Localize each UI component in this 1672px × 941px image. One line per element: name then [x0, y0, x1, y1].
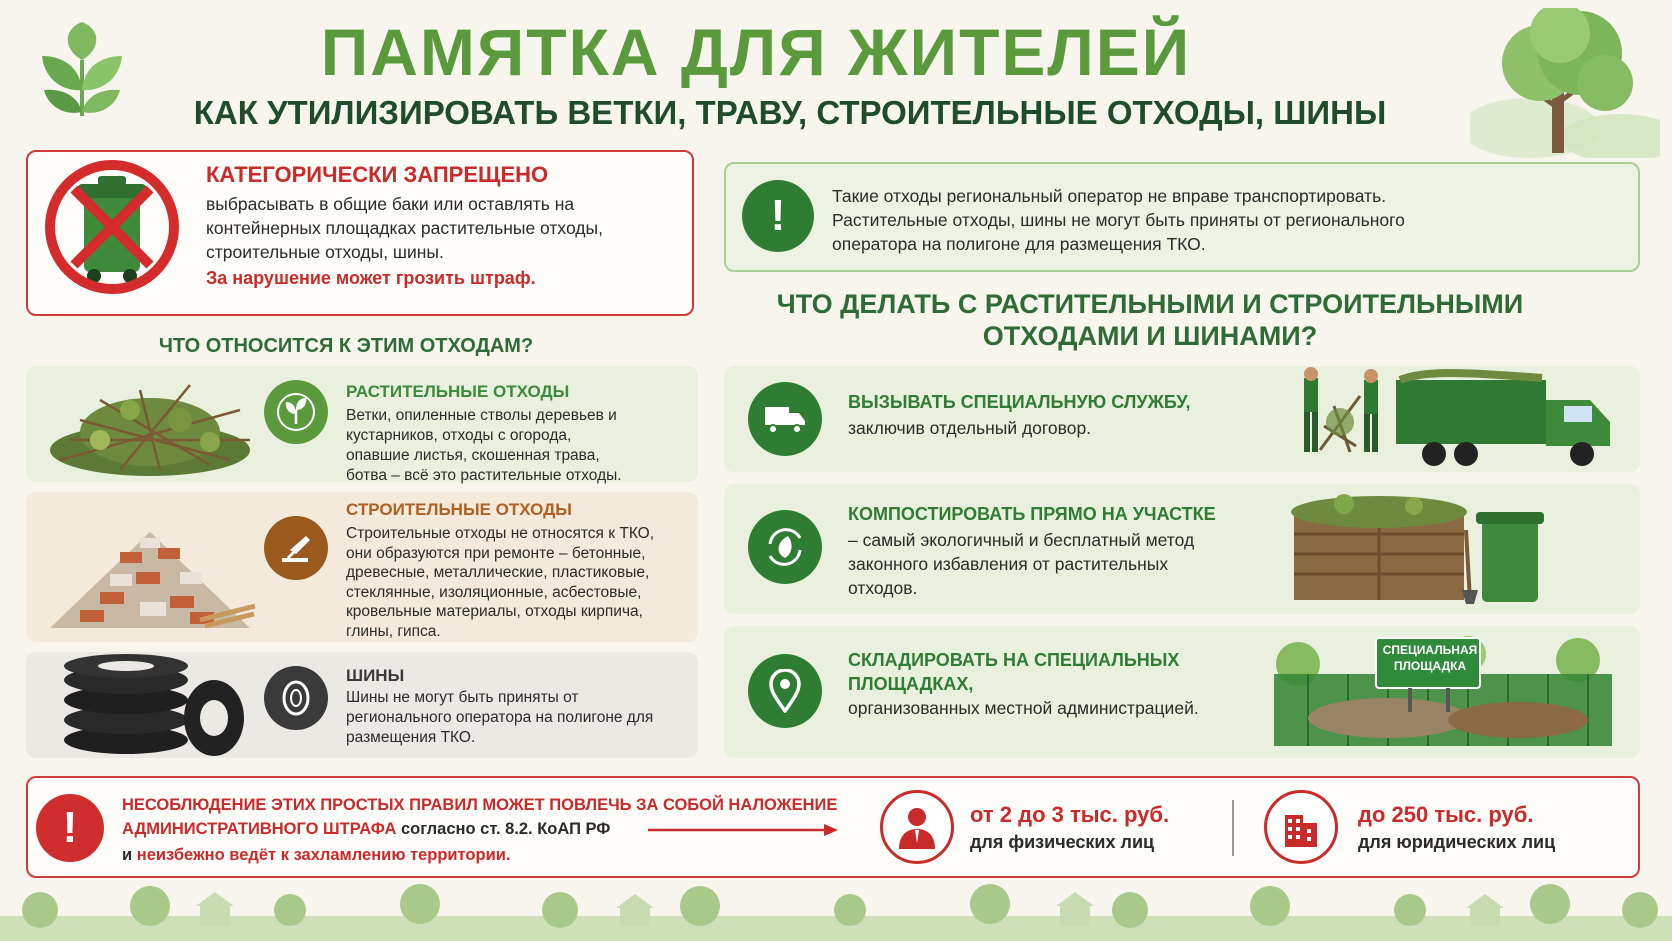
service-heading: ВЫЗЫВАТЬ СПЕЦИАЛЬНУЮ СЛУЖБУ, — [848, 392, 1191, 412]
tires-text: Шины не могут быть приняты от регионального оператора на полигоне для размещения ТКО. — [346, 689, 654, 746]
action-card-service — [724, 366, 1640, 472]
penalty-and: и — [122, 846, 133, 864]
construction-waste-text: Строительные отходы не относятся к ТКО, они образуются при ремонте – бетонные, древесные, металлические, пластиковые, стеклянные, изоляционные, асбестовые, кровельные материалы, отходы кирпича, глины, гипса. — [346, 525, 655, 640]
bricks-pile-image — [40, 502, 260, 636]
page-title: ПАМЯТКА ДЛЯ ЖИТЕЛЕЙ — [320, 15, 1192, 89]
compost-heading: КОМПОСТИРОВАТЬ ПРЯМО НА УЧАСТКЕ — [848, 504, 1216, 524]
no-trash-bin-icon — [36, 152, 186, 302]
penalty-box — [26, 776, 1640, 878]
prohibited-text: выбрасывать в общие баки или оставлять на контейнерных площадках растительные отходы, строительные отходы, шины. — [206, 194, 603, 262]
penalty-arrow-icon — [648, 822, 840, 838]
site-heading: СКЛАДИРОВАТЬ НА СПЕЦИАЛЬНЫХ ПЛОЩАДКАХ, — [848, 650, 1180, 694]
garbage-truck-image — [1264, 366, 1634, 472]
legal-fine-amount: до 250 тыс. руб. — [1358, 802, 1534, 827]
penalty-line1: НЕСОБЛЮДЕНИЕ ЭТИХ ПРОСТЫХ ПРАВИЛ МОЖЕТ ПОВЛЕЧЬ ЗА СОБОЙ НАЛОЖЕНИЕ — [122, 796, 838, 814]
penalty-admin-fine: АДМИНИСТРАТИВНОГО ШТРАФА — [122, 820, 397, 838]
branches-pile-image — [40, 370, 260, 478]
exclamation-icon: ! — [742, 180, 814, 252]
tire-icon — [264, 666, 328, 730]
penalty-line3 — [122, 846, 510, 865]
service-text: заключив отдельный договор. — [848, 418, 1092, 438]
truck-icon — [748, 382, 822, 456]
category-card-tires — [26, 652, 698, 758]
map-pin-icon — [748, 654, 822, 728]
penalty-litter-warning: неизбежно ведёт к захламлению территории. — [136, 846, 511, 864]
construction-waste-heading: СТРОИТЕЛЬНЫЕ ОТХОДЫ — [346, 500, 572, 519]
special-site-sign: СПЕЦИАЛЬНАЯ ПЛОЩАДКА — [1382, 643, 1478, 673]
tires-stack-image — [46, 652, 266, 756]
actions-title: ЧТО ДЕЛАТЬ С РАСТИТЕЛЬНЫМИ И СТРОИТЕЛЬНЫМИ ОТХОДАМИ И ШИНАМИ? — [776, 289, 1524, 351]
action-card-site — [724, 626, 1640, 758]
penalty-line2 — [122, 820, 610, 839]
penalty-article: согласно ст. 8.2. КоАП РФ — [400, 820, 611, 838]
compost-text: – самый экологичный и бесплатный метод законного избавления от растительных отходов. — [848, 530, 1195, 598]
plant-waste-heading: РАСТИТЕЛЬНЫЕ ОТХОДЫ — [346, 382, 570, 401]
plant-waste-text: Ветки, опиленные стволы деревьев и кустарников, отходы с огорода, опавшие листья, скошенная трава, ботва – всё это растительные отходы. — [346, 407, 622, 484]
building-icon — [1264, 790, 1338, 864]
penalty-divider — [1232, 800, 1234, 856]
individual-fine-label: для физических лиц — [970, 832, 1155, 852]
trowel-icon — [264, 516, 328, 580]
individual-fine-amount: от 2 до 3 тыс. руб. — [970, 802, 1170, 827]
page-subtitle: КАК УТИЛИЗИРОВАТЬ ВЕТКИ, ТРАВУ, СТРОИТЕЛЬНЫЕ ОТХОДЫ, ШИНЫ — [193, 94, 1387, 131]
village-landscape-decoration — [0, 880, 1672, 941]
site-text: организованных местной администрацией. — [848, 698, 1199, 718]
compost-bin-image — [1284, 490, 1624, 608]
legal-fine-label: для юридических лиц — [1358, 832, 1556, 852]
category-card-plant — [26, 366, 698, 482]
categories-title: ЧТО ОТНОСИТСЯ К ЭТИМ ОТХОДАМ? — [158, 335, 534, 357]
fine-warning: За нарушение может грозить штраф. — [206, 268, 536, 288]
tires-heading: ШИНЫ — [346, 666, 405, 685]
prohibited-box — [26, 150, 694, 316]
prohibited-heading: КАТЕГОРИЧЕСКИ ЗАПРЕЩЕНО — [206, 162, 549, 187]
action-card-compost — [724, 484, 1640, 614]
category-card-construction — [26, 492, 698, 642]
sprout-icon — [264, 380, 328, 444]
person-icon — [880, 790, 954, 864]
warning-icon: ! — [36, 794, 104, 862]
notice-box — [724, 162, 1640, 272]
notice-text: Такие отходы региональный оператор не вправе транспортировать. Растительные отходы, шины не могут быть приняты от регионального оператора на полигоне для размещения ТКО. — [832, 186, 1405, 254]
compost-leaf-icon — [748, 510, 822, 584]
